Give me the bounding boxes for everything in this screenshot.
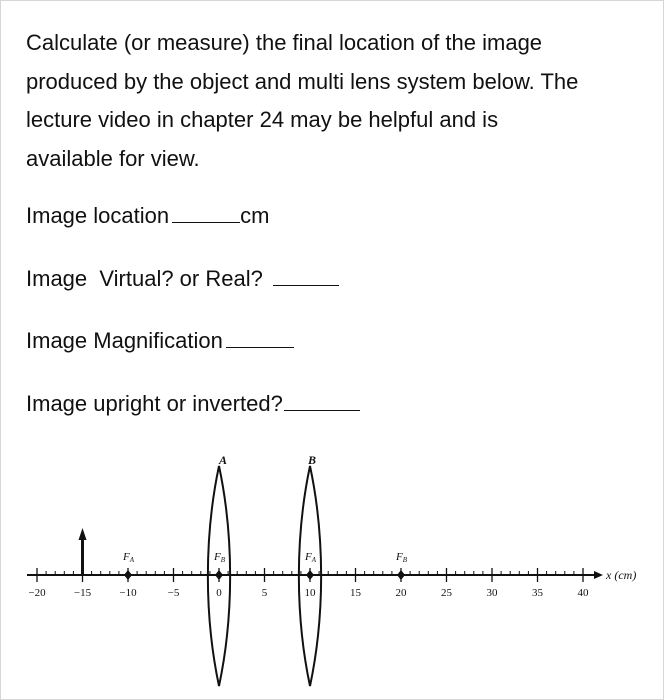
- focal-point-marker: [397, 570, 405, 580]
- image-location-prompt: [26, 201, 269, 231]
- tick-label: 5: [261, 587, 268, 599]
- image-location-blank[interactable]: [172, 202, 240, 223]
- tick-label: 30: [486, 587, 498, 599]
- tick-label: 40: [577, 587, 589, 599]
- virtual-real-prompt: [26, 264, 339, 294]
- magnification-prompt: [26, 326, 294, 356]
- focal-point-subscript: B: [220, 556, 226, 564]
- tick-label: 0: [216, 587, 222, 599]
- lens-b-label: B: [307, 453, 317, 467]
- focal-point-subscript: A: [129, 556, 135, 564]
- axis-label: x (cm): [606, 568, 637, 582]
- focal-point-label: FB: [396, 551, 408, 564]
- focal-point-label: FA: [305, 551, 317, 564]
- question-line-1: Calculate (or measure) the final location of the image: [26, 30, 543, 55]
- tick-label: −5: [167, 587, 180, 599]
- tick-label: −15: [73, 587, 92, 599]
- image-location-label: Image location: [26, 203, 170, 228]
- object-arrow-head: [79, 528, 87, 540]
- tick-labels: [28, 587, 589, 599]
- tick-label: 20: [395, 587, 407, 599]
- focal-point-marker: [306, 570, 314, 580]
- focal-point-marker: [215, 570, 223, 580]
- tick-label: 25: [441, 587, 452, 599]
- tick-label: 35: [532, 587, 543, 599]
- question-line-2: produced by the object and multi lens system below. The: [26, 68, 579, 94]
- tick-label: −10: [119, 587, 137, 599]
- virtual-real-blank[interactable]: [273, 265, 339, 286]
- orientation-label: Image upright or inverted?: [26, 391, 283, 416]
- focal-point-label: FB: [214, 551, 226, 564]
- magnification-blank[interactable]: [226, 327, 294, 348]
- focal-point-marker: [124, 570, 132, 580]
- focal-point-subscript: A: [311, 556, 317, 564]
- question-text: [26, 24, 646, 178]
- question-line-4: available for view.: [26, 145, 200, 171]
- axis-arrowhead: [594, 571, 603, 579]
- magnification-label: Image Magnification: [26, 328, 223, 353]
- virtual-real-label: Image Virtual? or Real?: [26, 266, 263, 291]
- lens-diagram: [0, 448, 664, 700]
- tick-label: 15: [350, 587, 361, 599]
- question-line-3: lecture video in chapter 24 may be helpful and is: [26, 107, 499, 132]
- focal-point-label: FA: [123, 551, 135, 564]
- image-location-unit: cm: [240, 203, 270, 228]
- orientation-blank[interactable]: [284, 390, 360, 411]
- tick-label: 10: [304, 587, 316, 599]
- orientation-prompt: [26, 389, 360, 419]
- lens-a-label: A: [218, 453, 228, 467]
- tick-label: −20: [28, 587, 46, 599]
- focal-point-subscript: B: [402, 556, 408, 564]
